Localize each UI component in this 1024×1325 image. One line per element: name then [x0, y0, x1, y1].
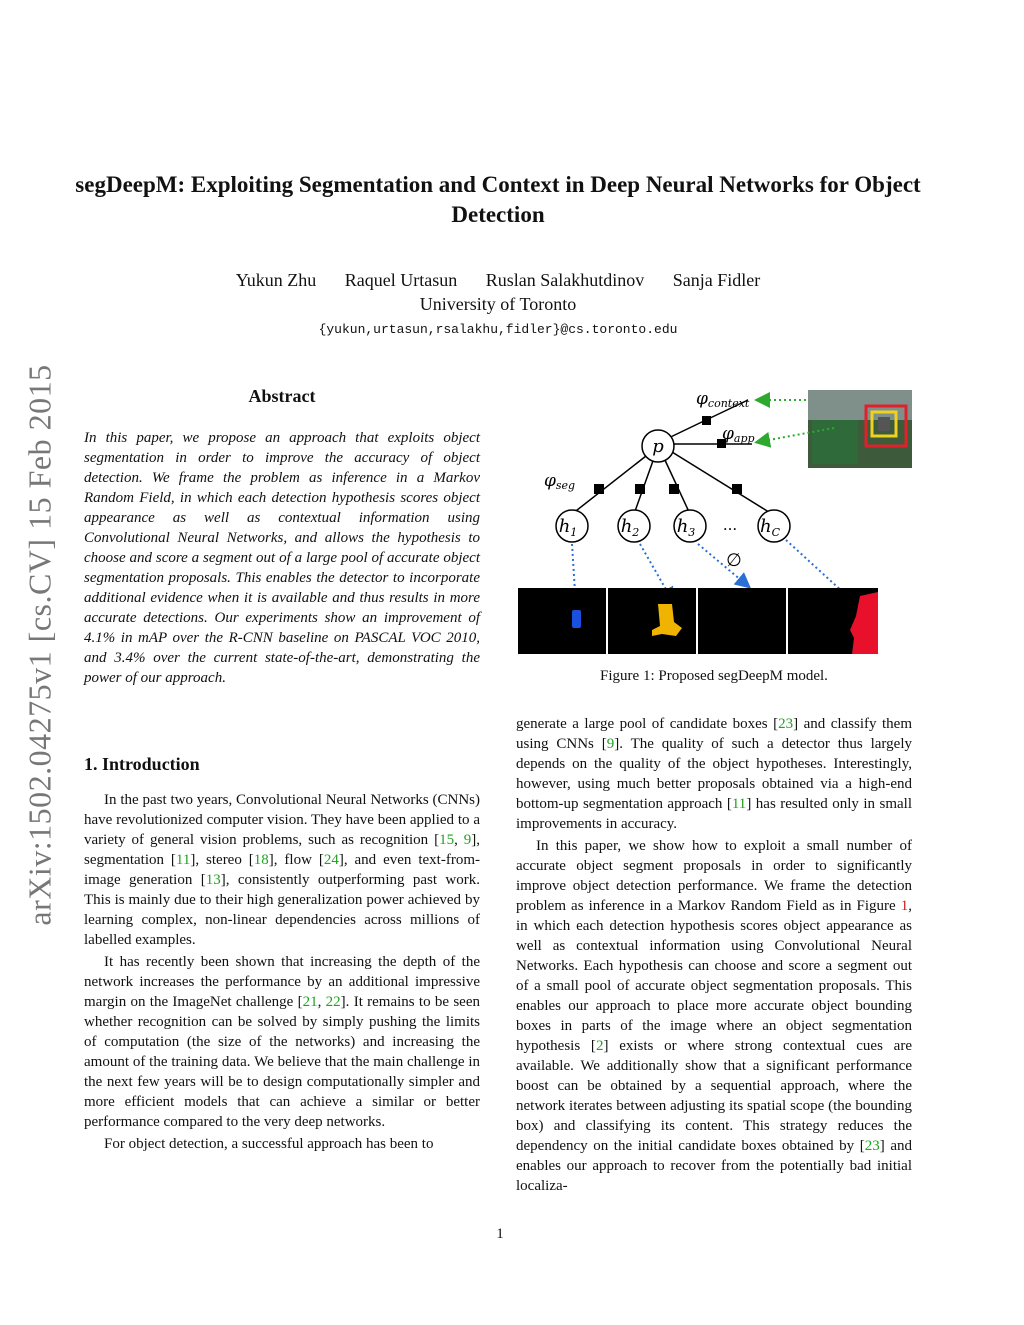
figure-link[interactable]: 1 — [900, 898, 909, 914]
paragraph: generate a large pool of candidate boxes [23] and classify them using CNNs [9]. The quality of such a detector thus largely depends on the quality of the object hypotheses. Interestingly, however, using much better proposals obtained via a high-end bottom-up segmentation approach [11] has resulted only in small improvements in accuracy. — [516, 716, 913, 832]
abstract-heading: Abstract — [248, 386, 316, 406]
author-name: Yukun Zhu — [235, 270, 317, 290]
paragraph: It has recently been shown that increasing the depth of the network increases the performance by an additional impressive margin on the ImageNet challenge [21, 22]. It remains to be seen whether recognition can be solved by simply pushing the limits of computation (the size of the networks) and increasing the amount of the training data. We believe that the main challenge in the next few years will be to design computationally simpler and more efficient models that can achieve a similar or better performance compared to the very deep networks. — [84, 954, 480, 1130]
citation-link[interactable]: 24 — [323, 852, 339, 868]
author-name: Sanja Fidler — [672, 270, 761, 290]
citation-link[interactable]: 23 — [864, 1138, 880, 1154]
citation-link[interactable]: 21 — [302, 994, 318, 1010]
citation-link[interactable]: 11 — [731, 796, 747, 812]
phi-seg-label: φseg — [544, 471, 576, 492]
citation-link[interactable]: 11 — [175, 852, 191, 868]
citation-link[interactable]: 22 — [325, 994, 341, 1010]
figure-caption: Figure 1: Proposed segDeepM model. — [600, 668, 828, 684]
figure-1-diagram — [516, 384, 912, 660]
paper-title: segDeepM: Exploiting Segmentation and Context in Deep Neural Networks for Object Detection — [75, 172, 921, 227]
affiliation: University of Toronto — [419, 294, 577, 314]
paragraph: For object detection, a successful approach has been to — [104, 1136, 434, 1152]
abstract-text: In this paper, we propose an approach that exploits object segmentation in order to improve the accuracy of object detection. We frame the problem as inference in a Markov Random Field, in which each detection hypothesis scores object appearance as well as contextual information using Convolutional Neural Networks, and allows the hypothesis to choose and score a segment out of a large pool of accurate object segmentation proposals. This enables the detector to incorporate additional evidence when it is available and thus results in more accurate detections. Our experiments show an improvement of 4.1% in mAP over the R-CNN baseline on PASCAL VOC 2010, and 3.4% over the current state-of-the-art, demonstrating the power of our approach. — [84, 430, 480, 686]
context-factor — [702, 416, 711, 425]
segment-mask-1 — [518, 588, 606, 654]
author-name: Ruslan Salakhutdinov — [485, 270, 645, 290]
svg-text:h3: $h_3$ — [676, 516, 696, 539]
left-column-body — [84, 790, 480, 1156]
svg-text:p: p — [652, 436, 664, 457]
citation-link[interactable]: 9 — [463, 832, 472, 848]
author-emails: {yukun,urtasun,rsalakhu,fidler}@cs.toronto.edu — [318, 322, 678, 337]
svg-text:hC: $h_C$ — [759, 516, 781, 539]
author-name: Raquel Urtasun — [344, 270, 458, 290]
citation-link[interactable]: 23 — [778, 716, 794, 732]
arxiv-identifier: arXiv:1502.04275v1 [cs.CV] 15 Feb 2015 — [21, 364, 58, 926]
citation-link[interactable]: 2 — [595, 1038, 604, 1054]
citation-link[interactable]: 13 — [205, 872, 221, 888]
page-number: 1 — [496, 1226, 504, 1242]
segment-mask-4 — [788, 588, 878, 654]
node-h3 — [674, 510, 706, 542]
svg-text:h2: $h_2$ — [620, 516, 640, 539]
node-hc — [758, 510, 790, 542]
phi-app-label: φapp — [722, 424, 755, 445]
author-list — [60, 270, 936, 291]
node-p — [642, 430, 674, 462]
right-column-body — [516, 714, 912, 1198]
svg-text:h1: $h_1$ — [558, 516, 578, 539]
citation-link[interactable]: 15 — [439, 832, 455, 848]
empty-set-label: ∅ — [726, 550, 742, 571]
section-heading: 1. Introduction — [84, 754, 200, 774]
phi-context-label: φcontext — [696, 389, 750, 410]
segment-mask-3 — [698, 588, 786, 654]
paragraph: In the past two years, Convolutional Neural Networks (CNNs) have revolutionized computer vision. They have been applied to a variety of general vision problems, such as recognition [15, 9], segmentation [11], stereo [18], flow [24], and even text-from-image generation [13], consistently outperforming past work. This is mainly due to their high generalization power achieved by learning complex, non-linear dependencies across millions of labelled examples. — [84, 792, 481, 948]
citation-link[interactable]: 18 — [253, 852, 269, 868]
segment-mask-2 — [608, 588, 696, 654]
citation-link[interactable]: 9 — [606, 736, 615, 752]
node-h1 — [556, 510, 588, 542]
ellipsis-label: ... — [722, 516, 738, 534]
node-h2 — [618, 510, 650, 542]
paragraph: In this paper, we show how to exploit a small number of accurate object segment proposals in order to significantly improve object detection performance. We frame the detection problem as inference in a Markov Random Field as in Figure 1, in which each detection hypothesis scores object appearance as well as contextual information using Convolutional Neural Networks. Each hypothesis can choose and score a segment out of a small pool of accurate object segmentation proposals. This enables our approach to place more accurate object bounding boxes in parts of the image where an object segmentation hypothesis [2] exists or where strong contextual cues are available. We additionally show that a significant performance boost can be obtained by a sequential approach, where the network iterates between adjusting its spatial scope (the bounding box) and classifying its content. This strategy reduces the dependency on the initial candidate boxes obtained by [23] and enables our approach to recover from the potentially bad initial localiza- — [516, 838, 913, 1194]
